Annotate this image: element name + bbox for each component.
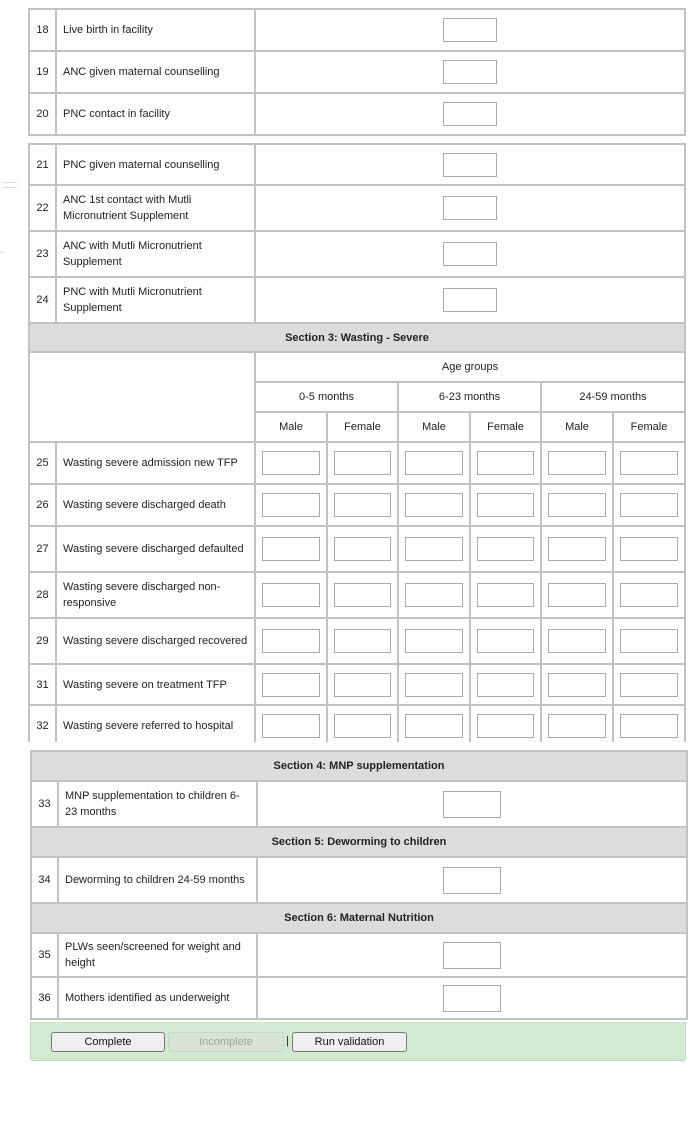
row-number: 32 (29, 705, 56, 742)
row-number: 19 (29, 51, 56, 93)
male-24-59-input[interactable] (548, 493, 606, 517)
row-number: 21 (29, 144, 56, 185)
table-row (31, 857, 687, 903)
male-24-59-input[interactable] (548, 629, 606, 653)
run-validation-button[interactable]: Run validation (292, 1032, 407, 1052)
female-6-23-input[interactable] (477, 493, 534, 517)
male-24-59-input[interactable] (548, 673, 606, 697)
female-6-23-input[interactable] (477, 629, 534, 653)
female-24-59-input[interactable] (620, 451, 678, 475)
table-row (29, 442, 685, 484)
male-0-5-input[interactable] (262, 451, 320, 475)
value-input[interactable] (443, 867, 501, 894)
female-24-59-input[interactable] (620, 629, 678, 653)
male-0-5-input[interactable] (262, 493, 320, 517)
row-label: Wasting severe discharged death (56, 484, 255, 526)
row-label: PNC with Mutli Micronutrient Supplement (56, 277, 255, 323)
row-label: PLWs seen/screened for weight and height (58, 933, 257, 977)
age-group-header: 24-59 months (541, 382, 685, 412)
female-6-23-input[interactable] (477, 537, 534, 561)
male-6-23-input[interactable] (405, 537, 463, 561)
value-input[interactable] (443, 942, 501, 969)
row-label: PNC contact in facility (56, 93, 255, 135)
row-number: 22 (29, 185, 56, 231)
table-row (29, 705, 685, 742)
value-input[interactable] (443, 242, 497, 266)
row-label: ANC with Mutli Micronutrient Supplement (56, 231, 255, 277)
value-input[interactable] (443, 791, 501, 818)
row-label: Live birth in facility (56, 9, 255, 51)
section-title: Section 5: Deworming to children (31, 827, 687, 857)
row-number: 27 (29, 526, 56, 572)
table-row (29, 277, 685, 323)
value-input[interactable] (443, 153, 497, 177)
value-input[interactable] (443, 60, 497, 84)
row-number: 29 (29, 618, 56, 664)
male-24-59-input[interactable] (548, 583, 606, 607)
female-0-5-input[interactable] (334, 537, 391, 561)
row-label: Wasting severe admission new TFP (56, 442, 255, 484)
table-row (29, 93, 685, 135)
row-number: 36 (31, 977, 58, 1019)
sex-header: Female (327, 412, 398, 442)
male-6-23-input[interactable] (405, 673, 463, 697)
table-row (29, 664, 685, 705)
table-row (29, 51, 685, 93)
female-6-23-input[interactable] (477, 673, 534, 697)
row-label: ANC 1st contact with Mutli Micronutrient Supplement (56, 185, 255, 231)
row-number: 35 (31, 933, 58, 977)
female-24-59-input[interactable] (620, 714, 678, 738)
male-6-23-input[interactable] (405, 493, 463, 517)
table-row (29, 572, 685, 618)
female-6-23-input[interactable] (477, 583, 534, 607)
row-label: ANC given maternal counselling (56, 51, 255, 93)
row-label: Deworming to children 24-59 months (58, 857, 257, 903)
table-row (31, 781, 687, 827)
female-6-23-input[interactable] (477, 714, 534, 738)
female-0-5-input[interactable] (334, 451, 391, 475)
value-input[interactable] (443, 288, 497, 312)
age-group-header: 6-23 months (398, 382, 541, 412)
row-number: 20 (29, 93, 56, 135)
row-number: 25 (29, 442, 56, 484)
male-6-23-input[interactable] (405, 629, 463, 653)
male-0-5-input[interactable] (262, 714, 320, 738)
row-number: 33 (31, 781, 58, 827)
table-row (29, 185, 685, 231)
male-0-5-input[interactable] (262, 583, 320, 607)
section-header-row (31, 903, 687, 933)
female-24-59-input[interactable] (620, 493, 678, 517)
sex-header: Male (398, 412, 470, 442)
value-input[interactable] (443, 18, 497, 42)
value-input[interactable] (443, 102, 497, 126)
row-label: Mothers identified as underweight (58, 977, 257, 1019)
age-groups-header: Age groups (255, 352, 685, 382)
age-group-header: 0-5 months (255, 382, 398, 412)
sex-header: Male (541, 412, 613, 442)
male-24-59-input[interactable] (548, 451, 606, 475)
female-0-5-input[interactable] (334, 493, 391, 517)
table-row (31, 933, 687, 977)
header-spacer (29, 352, 255, 442)
female-6-23-input[interactable] (477, 451, 534, 475)
row-number: 18 (29, 9, 56, 51)
section-header-row (29, 323, 685, 352)
row-label: Wasting severe discharged defaulted (56, 526, 255, 572)
row-number: 23 (29, 231, 56, 277)
female-0-5-input[interactable] (334, 583, 391, 607)
data-entry-table-top (28, 8, 686, 136)
row-number: 26 (29, 484, 56, 526)
female-0-5-input[interactable] (334, 673, 391, 697)
row-number: 34 (31, 857, 58, 903)
button-separator: | (286, 1035, 289, 1047)
sex-header: Male (255, 412, 327, 442)
female-0-5-input[interactable] (334, 714, 391, 738)
male-0-5-input[interactable] (262, 673, 320, 697)
row-number: 24 (29, 277, 56, 323)
row-label: Wasting severe discharged recovered (56, 618, 255, 664)
value-input[interactable] (443, 985, 501, 1012)
data-entry-table-middle (28, 143, 686, 742)
male-6-23-input[interactable] (405, 451, 463, 475)
female-24-59-input[interactable] (620, 583, 678, 607)
section-title: Section 3: Wasting - Severe (29, 323, 685, 352)
sex-header: Female (613, 412, 685, 442)
row-label: PNC given maternal counselling (56, 144, 255, 185)
male-24-59-input[interactable] (548, 537, 606, 561)
section-header-row (31, 827, 687, 857)
value-input[interactable] (443, 196, 497, 220)
row-label: Wasting severe on treatment TFP (56, 664, 255, 705)
table-row (31, 977, 687, 1019)
section-title: Section 4: MNP supplementation (31, 751, 687, 781)
scroll-region (0, 143, 696, 742)
table-row (29, 618, 685, 664)
complete-button[interactable]: Complete (51, 1032, 165, 1052)
section-header-row (31, 751, 687, 781)
table-row (29, 526, 685, 572)
row-label: Wasting severe discharged non-responsive (56, 572, 255, 618)
row-label: Wasting severe referred to hospital (56, 705, 255, 742)
incomplete-button[interactable]: Incomplete (168, 1032, 284, 1052)
table-row (29, 231, 685, 277)
row-number: 28 (29, 572, 56, 618)
male-24-59-input[interactable] (548, 714, 606, 738)
female-24-59-input[interactable] (620, 673, 678, 697)
table-row (29, 144, 685, 185)
male-6-23-input[interactable] (405, 583, 463, 607)
section-title: Section 6: Maternal Nutrition (31, 903, 687, 933)
row-label: MNP supplementation to children 6-23 months (58, 781, 257, 827)
data-entry-table-bottom (30, 750, 688, 1020)
male-6-23-input[interactable] (405, 714, 463, 738)
male-0-5-input[interactable] (262, 629, 320, 653)
row-number: 31 (29, 664, 56, 705)
action-bar (30, 1022, 686, 1061)
table-row (29, 484, 685, 526)
table-row (29, 9, 685, 51)
male-0-5-input[interactable] (262, 537, 320, 561)
female-0-5-input[interactable] (334, 629, 391, 653)
female-24-59-input[interactable] (620, 537, 678, 561)
sex-header: Female (470, 412, 541, 442)
